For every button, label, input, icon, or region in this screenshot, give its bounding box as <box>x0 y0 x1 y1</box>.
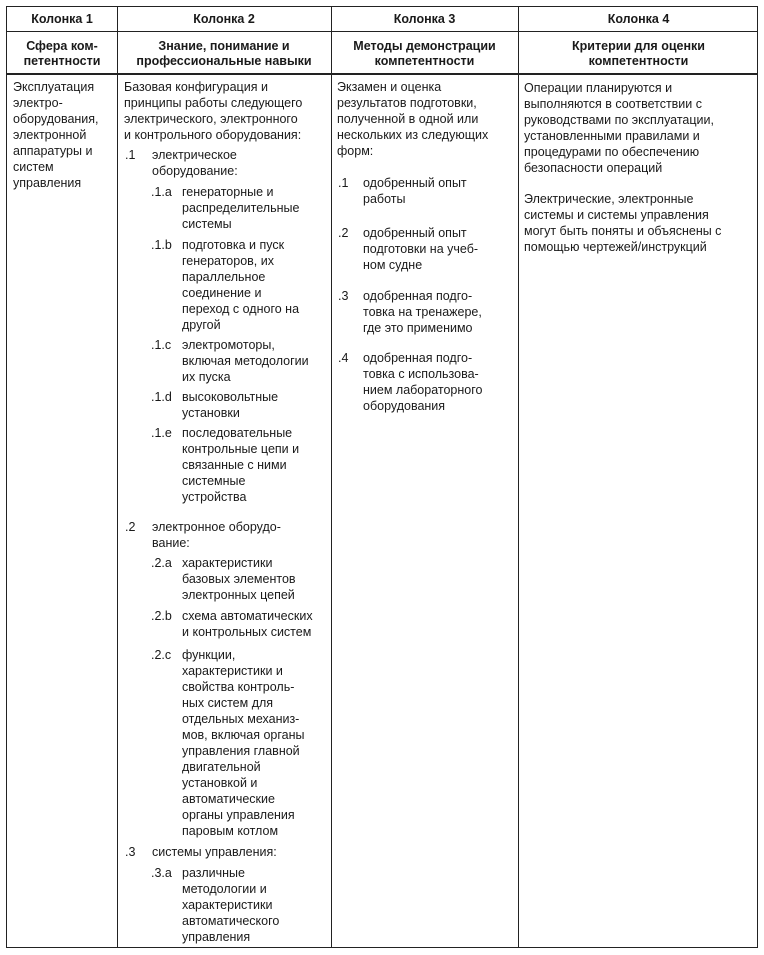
item-number: .2.c <box>151 648 172 662</box>
subheader-col1: Сфера ком- петентности <box>23 39 101 68</box>
column-divider <box>331 7 332 947</box>
subheader-col3: Методы демонстрации компетентности <box>353 39 496 68</box>
subheader-col4: Критерии для оценки компетентности <box>572 39 705 68</box>
method-text: одобренная подго- товка на тренажере, где это применимо <box>363 289 482 335</box>
section-number: .3 <box>125 845 136 859</box>
method-text: одобренный опыт работы <box>363 176 467 206</box>
method-number: .1 <box>338 176 349 190</box>
knowledge-intro: Базовая конфигурация и принципы работы следующего электрического, электронного и контрольного оборудования: <box>124 80 303 142</box>
item-text: последовательные контрольные цепи и связанные с ними системные устройства <box>182 426 300 504</box>
method-text: одобренный опыт подготовки на учеб- ном судне <box>363 226 479 272</box>
item-number: .3.a <box>151 866 172 880</box>
item-number: .1.e <box>151 426 172 440</box>
method-number: .3 <box>338 289 349 303</box>
item-text: функции, характеристики и свойства контроль- ных систем для отдельных механиз- мов, включая органы управления главной двигательной установкой и автоматические органы управления паровым котлом <box>182 648 305 838</box>
item-text: высоковольтные установки <box>182 390 279 420</box>
item-number: .1.a <box>151 185 172 199</box>
item-text: различные методологии и характеристики автоматического управления <box>182 866 280 944</box>
criteria-paragraph-1: Операции планируются и выполняются в соответствии с руководствами по эксплуатации, установленными правилами и процедурами по обеспечению безопасности операций <box>524 81 714 175</box>
item-number: .2.b <box>151 609 172 623</box>
row-divider <box>7 31 757 32</box>
item-number: .2.a <box>151 556 172 570</box>
section-number: .2 <box>125 520 136 534</box>
item-number: .1.d <box>151 390 172 404</box>
item-number: .1.b <box>151 238 172 252</box>
item-text: электромоторы, включая методологии их пуска <box>182 338 309 384</box>
item-text: схема автоматических и контрольных систем <box>182 609 313 639</box>
row-divider <box>7 73 757 75</box>
section-number: .1 <box>125 148 136 162</box>
methods-intro: Экзамен и оценка результатов подготовки, полученной в одной или нескольких из следующих форм: <box>337 80 489 158</box>
column-divider <box>117 7 118 947</box>
method-text: одобренная подго- товка с использова- нием лабораторного оборудования <box>363 351 483 413</box>
competence-table <box>6 6 758 948</box>
method-number: .2 <box>338 226 349 240</box>
criteria-paragraph-2: Электрические, электронные системы и системы управления могут быть поняты и объяснены с помощью чертежей/инструкций <box>524 192 722 254</box>
header-col2: Колонка 2 <box>193 12 255 26</box>
competence-area: Эксплуатация электро- оборудования, электронной аппаратуры и систем управления <box>13 80 99 190</box>
header-col1: Колонка 1 <box>31 12 93 26</box>
item-number: .1.c <box>151 338 172 352</box>
method-number: .4 <box>338 351 349 365</box>
item-text: генераторные и распределительные системы <box>182 185 300 231</box>
section-title: электрическое оборудование: <box>152 148 238 178</box>
header-col4: Колонка 4 <box>607 12 670 26</box>
item-text: характеристики базовых элементов электронных цепей <box>182 556 296 602</box>
column-divider <box>518 7 519 947</box>
header-col3: Колонка 3 <box>393 12 456 26</box>
subheader-col2: Знание, понимание и профессиональные навыки <box>136 39 312 68</box>
section-title: электронное оборудо- вание: <box>152 520 281 550</box>
section-title: системы управления: <box>152 845 277 859</box>
item-text: подготовка и пуск генераторов, их параллельное соединение и переход с одного на другой <box>182 238 300 332</box>
